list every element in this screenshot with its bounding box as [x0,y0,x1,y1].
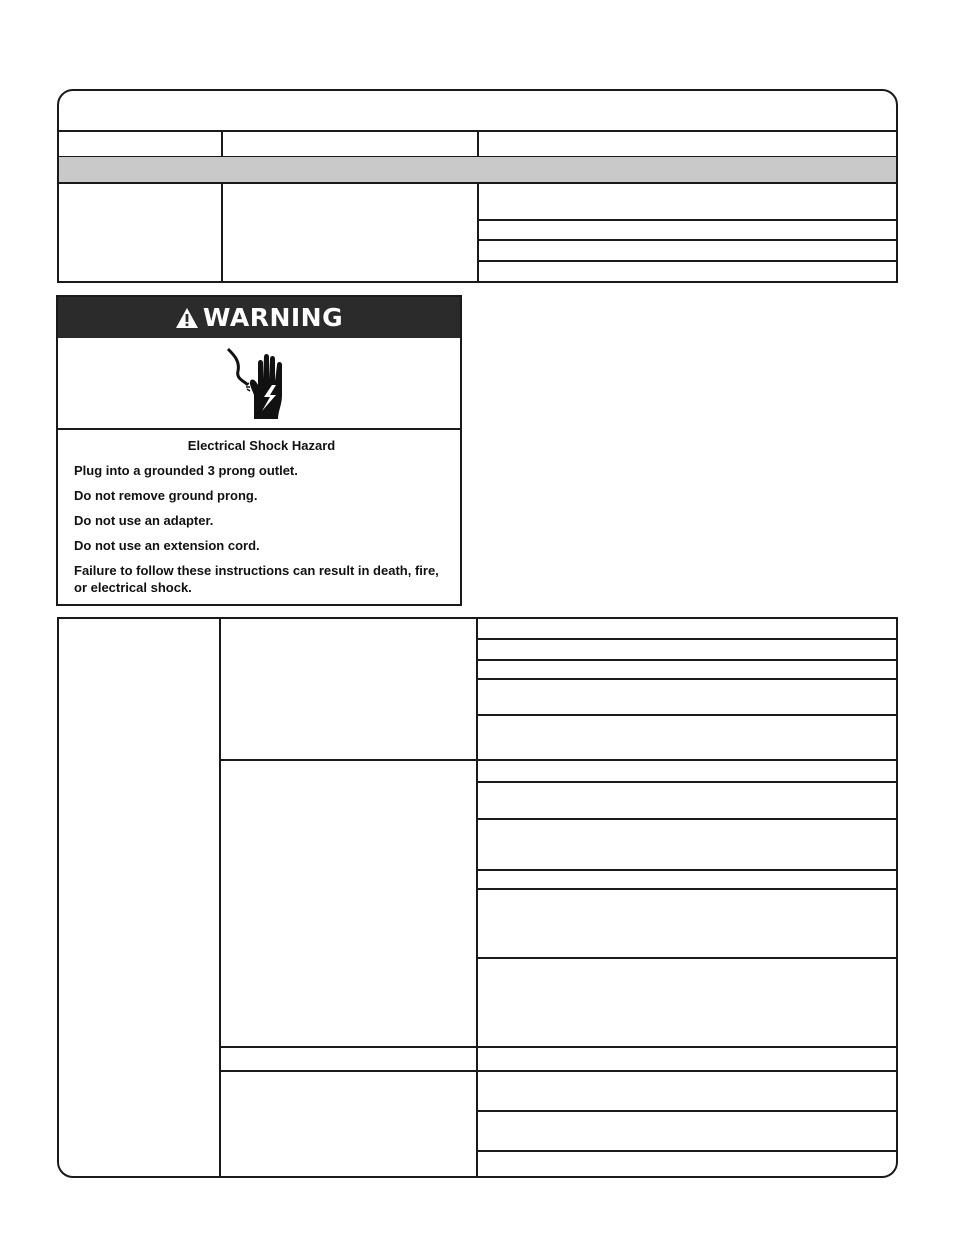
warning-triangle-icon [175,307,199,329]
row-rule [478,678,896,680]
row-rule [479,239,896,241]
row-rule [478,869,896,871]
warning-header [58,297,460,338]
row-rule [478,714,896,716]
warning-title: WARNING [202,303,344,332]
row-rule [221,1046,896,1048]
column-divider [477,130,479,157]
column-divider [477,182,479,282]
warning-instruction: Do not use an extension cord. [74,538,260,553]
warning-instruction: Failure to follow these instructions can result in death, fire, or electrical shock. [74,563,439,595]
row-rule [478,781,896,783]
hazard-title: Electrical Shock Hazard [187,438,336,453]
row-rule [479,260,896,262]
row-rule [221,759,896,761]
row-rule [478,1150,896,1152]
warning-box [56,295,462,606]
electrical-shock-hand-icon [224,345,294,421]
column-divider [219,619,221,1176]
warning-instruction: Do not use an adapter. [74,513,214,528]
warning-text [74,437,449,604]
warning-instruction: Do not remove ground prong. [74,488,258,503]
row-rule [478,638,896,640]
row-rule [478,957,896,959]
row-rule [478,888,896,890]
column-divider [221,130,223,157]
column-divider [476,619,478,1176]
warning-instruction: Plug into a grounded 3 prong outlet. [74,463,298,478]
row-rule [478,818,896,820]
row-rule [478,659,896,661]
row-rule [478,1110,896,1112]
hazard-icon-panel [58,338,460,430]
row-rule [479,219,896,221]
row-rule [221,1070,896,1072]
section-header-band [59,157,896,182]
column-divider [221,182,223,282]
